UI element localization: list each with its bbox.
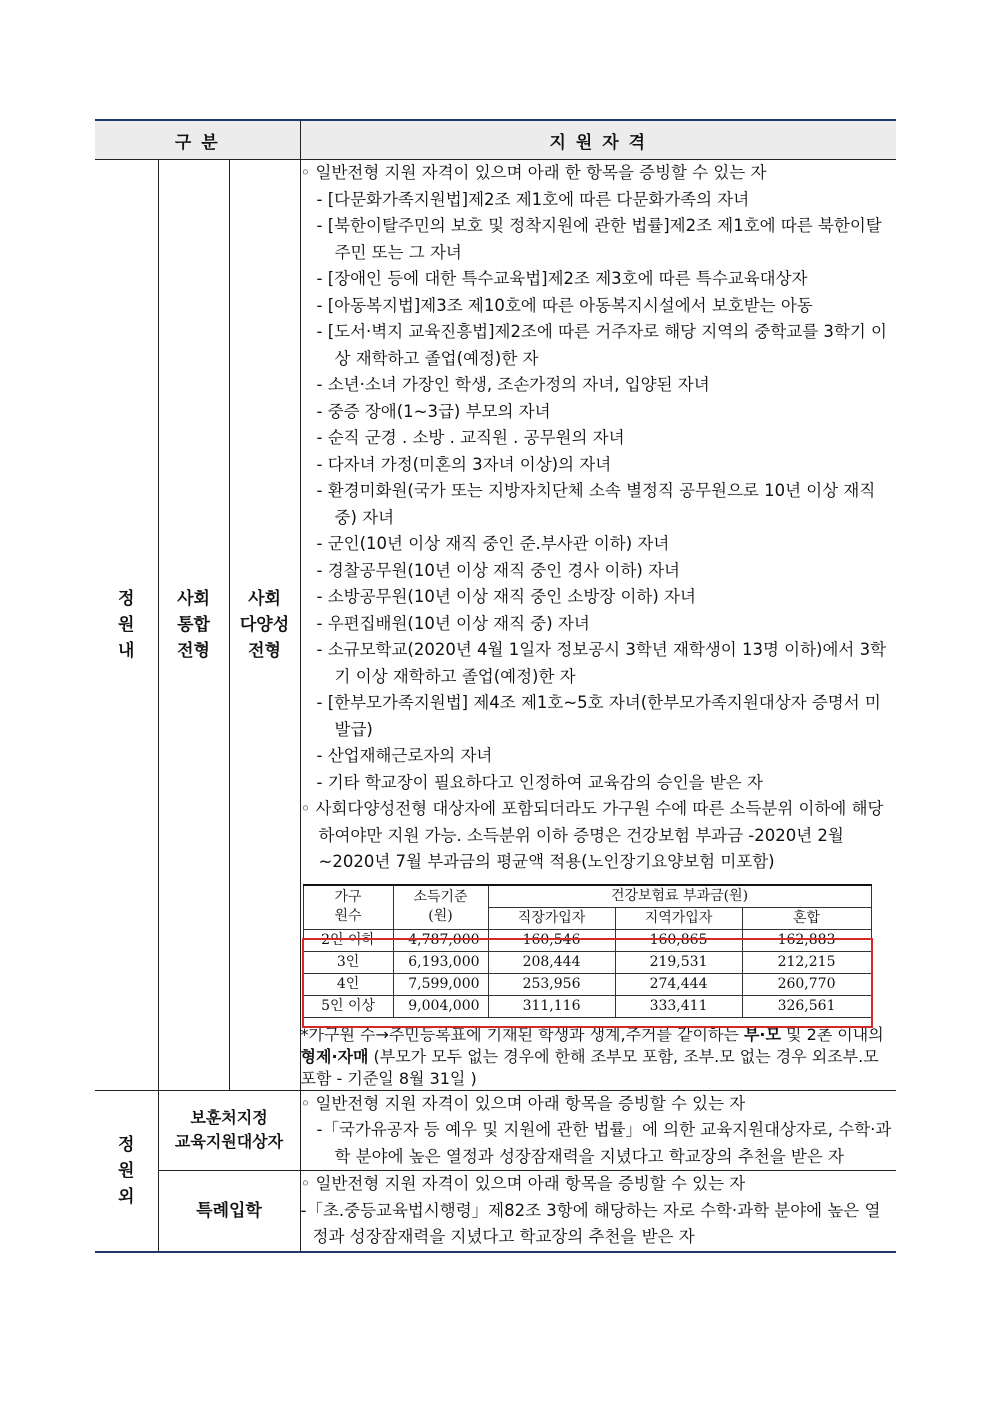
list-item: - 기타 학교장이 필요하다고 인정하여 교육감의 승인을 받은 자 (316, 772, 763, 792)
cell-regional: 333,411 (615, 995, 742, 1017)
cell-workplace: 311,116 (488, 995, 615, 1017)
footnote-text-3: (부모가 모두 없는 경우에 한해 조부모 포함, 조부.모 없는 경우 외조부.모 포함 - 기준일 8월 31일 ) (300, 1046, 879, 1088)
cell-mixed: 326,561 (742, 995, 871, 1017)
footnote-text-1: *가구원 수→주민등록표에 기재된 학생과 생계,주거를 같이하는 (300, 1024, 744, 1044)
category-line-3: 전형 (177, 640, 210, 661)
special-qualification (300, 1171, 896, 1252)
col-workplace: 직장가입자 (488, 907, 615, 929)
cell-mixed: 260,770 (742, 973, 871, 995)
admission-qualification-table (95, 119, 896, 1253)
quota-out-label-3: 외 (118, 1186, 135, 1207)
quota-in-label-1: 정 (118, 588, 135, 609)
list-item: - [다문화가족지원법]제2조 제1호에 따른 다문화가족의 자녀 (316, 189, 750, 209)
income-table-wrap (301, 884, 897, 1018)
sub-category-line-3: 전형 (248, 640, 281, 661)
list-item: - [아동복지법]제3조 제10호에 따른 아동복지시설에서 보호받는 아동 (316, 295, 813, 315)
col-insurance: 건강보험료 부과금(원) (488, 885, 871, 908)
cell-household: 4인 (303, 973, 393, 995)
quota-out-label (95, 1090, 158, 1252)
income-table (303, 884, 872, 1018)
cell-income: 6,193,000 (393, 951, 488, 973)
cell-income: 4,787,000 (393, 929, 488, 951)
cell-mixed: 212,215 (742, 951, 871, 973)
quota-out-veteran-row (95, 1090, 896, 1171)
veteran-intro: ◦ 일반전형 지원 자격이 있으며 아래 항목을 증빙할 수 있는 자 (300, 1093, 746, 1113)
cell-regional: 219,531 (615, 951, 742, 973)
cell-household: 5인 이상 (303, 995, 393, 1017)
veteran-label (158, 1090, 300, 1171)
list-item: - 우편집배원(10년 이상 재직 중) 자녀 (316, 613, 590, 633)
col-household-line-1: 가구 (334, 889, 362, 905)
col-household (303, 885, 393, 930)
quota-in-row (95, 160, 896, 1091)
list-item: - 환경미화원(국가 또는 지방자치단체 소속 별정직 공무원으로 10년 이상 재직 중) 자녀 (316, 481, 876, 527)
table-row (303, 995, 871, 1017)
table-row (303, 973, 871, 995)
footnote-bold-parents: 부·모 (743, 1024, 781, 1044)
table-header-row (95, 120, 896, 160)
qualification-intro: ◦ 일반전형 지원 자격이 있으며 아래 한 항목을 증빙할 수 있는 자 (300, 163, 767, 182)
list-item: - 소방공무원(10년 이상 재직 중인 소방장 이하) 자녀 (316, 587, 696, 606)
household-footnote (301, 1024, 897, 1090)
cell-workplace: 253,956 (488, 973, 615, 995)
col-household-line-2: 원수 (334, 908, 362, 924)
social-integration-label (158, 160, 229, 1091)
cell-workplace: 208,444 (488, 951, 615, 973)
cell-income: 9,004,000 (393, 995, 488, 1017)
list-item: - 경찰공무원(10년 이상 재직 중인 경사 이하) 자녀 (316, 560, 680, 580)
cell-workplace: 160,546 (488, 929, 615, 951)
quota-in-label-3: 내 (118, 640, 135, 661)
social-diversity-qualification (300, 160, 896, 1091)
col-income (393, 885, 488, 930)
quota-out-label-1: 정 (118, 1134, 135, 1155)
category-line-2: 통합 (177, 614, 210, 635)
special-admission-label: 특례입학 (158, 1171, 300, 1252)
table-row (303, 929, 871, 951)
list-item: - [장애인 등에 대한 특수교육법]제2조 제3호에 따른 특수교육대상자 (316, 269, 808, 288)
veteran-label-2: 교육지원대상자 (174, 1132, 284, 1152)
veteran-label-1: 보훈처지정 (190, 1108, 268, 1128)
cell-regional: 160,865 (615, 929, 742, 951)
list-item: - [한부모가족지원법] 제4조 제1호~5호 자녀(한부모가족지원대상자 증명서 미발급) (316, 693, 881, 739)
income-table-header-1 (303, 885, 871, 908)
quota-in-label (95, 160, 158, 1091)
list-item: - 순직 군경 . 소방 . 교직원 . 공무원의 자녀 (316, 428, 625, 447)
category-line-1: 사회 (177, 588, 210, 609)
cell-income: 7,599,000 (393, 973, 488, 995)
col-regional: 지역가입자 (615, 907, 742, 929)
header-qualification: 지 원 자 격 (300, 120, 896, 160)
list-item: - 군인(10년 이상 재직 중인 준.부사관 이하) 자녀 (316, 534, 670, 553)
col-mixed: 혼합 (742, 907, 871, 929)
footnote-bold-siblings: 형제·자매 (300, 1046, 369, 1066)
list-item: - [북한이탈주민의 보호 및 정착지원에 관한 법률]제2조 제1호에 따른 북한이탈 주민 또는 그 자녀 (316, 216, 882, 262)
income-requirement-note: ◦ 사회다양성전형 대상자에 포함되더라도 가구원 수에 따른 소득분위 이하에 해당하여야만 지원 가능. 소득분위 이하 증명은 건강보험 부과금 -2020년 2월~2020년 7월 부과금의 평균액 적용(노인장기요양보험 미포함) (300, 799, 884, 871)
list-item: - 소규모학교(2020년 4월 1일자 정보공시 3학년 재학생이 13명 이하)에서 3학기 이상 재학하고 졸업(예정)한 자 (316, 640, 887, 686)
list-item: - 소년·소녀 가장인 학생, 조손가정의 자녀, 입양된 자녀 (316, 375, 710, 394)
quota-out-special-row (95, 1171, 896, 1252)
list-item: - 중증 장애(1~3급) 부모의 자녀 (316, 401, 551, 421)
header-category: 구 분 (95, 120, 300, 160)
social-diversity-label (229, 160, 300, 1091)
cell-mixed: 162,883 (742, 929, 871, 951)
cell-household: 3인 (303, 951, 393, 973)
table-row (303, 951, 871, 973)
sub-category-line-2: 다양성 (239, 614, 290, 635)
sub-category-line-1: 사회 (248, 588, 281, 609)
list-item: - 다자녀 가정(미혼의 3자녀 이상)의 자녀 (316, 454, 612, 474)
footnote-text-2: 및 2촌 이내의 (780, 1024, 884, 1044)
quota-in-label-2: 원 (118, 614, 135, 635)
veteran-qualification (300, 1090, 896, 1171)
veteran-item: -「국가유공자 등 예우 및 지원에 관한 법률」에 의한 교육지원대상자로, 수학·과학 분야에 높은 열정과 성장잠재력을 지녔다고 학교장의 추천을 받은 자 (316, 1120, 892, 1166)
list-item: - 산업재해근로자의 자녀 (316, 746, 493, 765)
list-item: - [도서·벽지 교육진흥법]제2조에 따른 거주자로 해당 지역의 중학교를 3학기 이상 재학하고 졸업(예정)한 자 (316, 322, 887, 368)
special-intro: ◦ 일반전형 지원 자격이 있으며 아래 항목을 증빙할 수 있는 자 (300, 1174, 746, 1193)
cell-household: 2인 이하 (303, 929, 393, 951)
col-income-line-1: 소득기준 (413, 889, 468, 905)
special-item: -「초.중등교육법시행령」제82조 3항에 해당하는 자로 수학·과학 분야에 높은 열정과 성장잠재력을 지녔다고 학교장의 추천을 받은 자 (300, 1200, 881, 1246)
cell-regional: 274,444 (615, 973, 742, 995)
quota-out-label-2: 원 (118, 1160, 135, 1181)
qualification-list (301, 187, 897, 797)
col-income-line-2: (원) (428, 908, 453, 924)
